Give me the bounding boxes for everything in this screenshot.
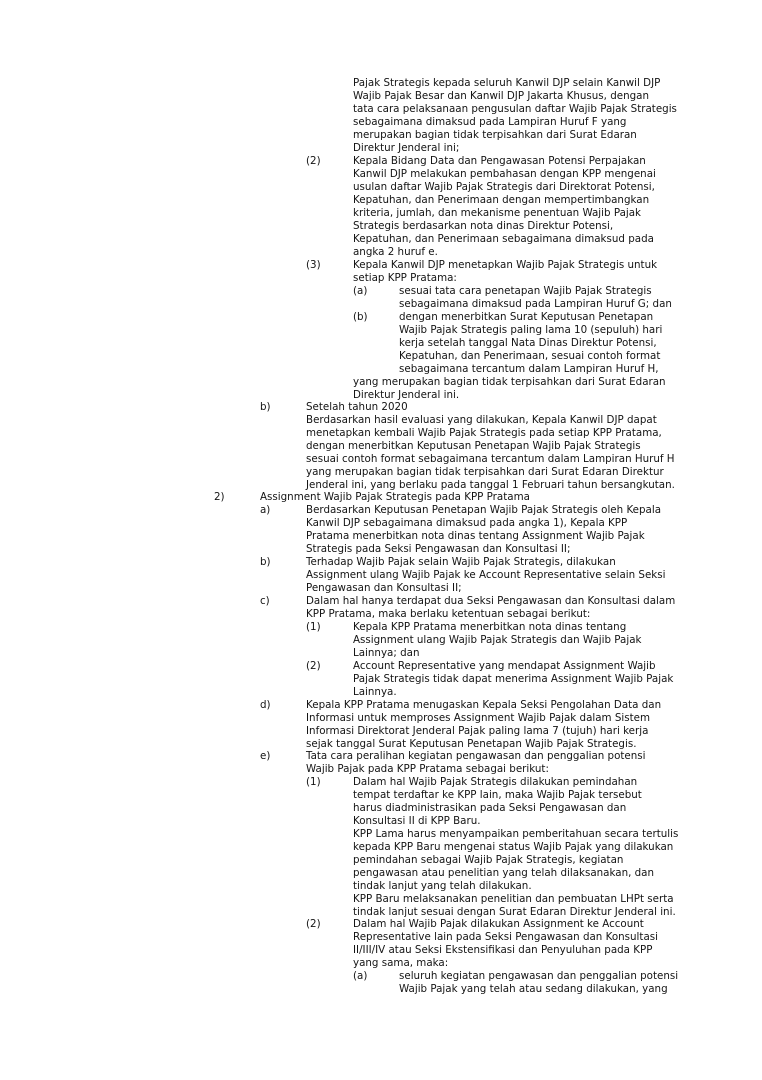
text-line: Wajib Pajak Besar dan Kanwil DJP Jakarta Khusus, dengan bbox=[353, 90, 649, 102]
text-line: Konsultasi II di KPP Baru. bbox=[353, 815, 481, 827]
text-line: Assignment ulang Wajib Pajak Strategis dan Wajib Pajak bbox=[353, 634, 642, 646]
text-line: Berdasarkan Keputusan Penetapan Wajib Pajak Strategis oleh Kepala bbox=[306, 504, 662, 516]
item-number: (a) bbox=[353, 285, 368, 297]
text-line: Assignment ulang Wajib Pajak ke Account Representative selain Seksi bbox=[306, 569, 666, 581]
text-line: sejak tanggal Surat Keputusan Penetapan Wajib Pajak Strategis. bbox=[306, 738, 637, 750]
text-line: kriteria, jumlah, dan mekanisme penentuan Wajib Pajak bbox=[353, 207, 642, 219]
text-line: Direktur Jenderal ini. bbox=[353, 389, 460, 401]
text-line: Kepala KPP Pratama menerbitkan nota dinas tentang bbox=[353, 621, 627, 633]
text-line: Account Representative yang mendapat Assignment Wajib bbox=[353, 660, 656, 672]
item-number: (b) bbox=[353, 311, 368, 323]
item-letter: a) bbox=[260, 504, 271, 516]
text-line: KPP Lama harus menyampaikan pemberitahuan secara tertulis bbox=[353, 828, 679, 840]
text-line: Lainnya. bbox=[353, 686, 397, 698]
text-line: yang sama, maka: bbox=[353, 957, 449, 969]
text-line: Kanwil DJP sebagaimana dimaksud pada angka 1), Kepala KPP bbox=[306, 517, 628, 529]
text-line: Pajak Strategis tidak dapat menerima Assignment Wajib Pajak bbox=[353, 673, 674, 685]
text-line: Kepatuhan, dan Penerimaan dengan mempertimbangkan bbox=[353, 194, 650, 206]
text-line: Kepatuhan, dan Penerimaan, sesuai contoh format bbox=[399, 350, 661, 362]
text-line: tata cara pelaksanaan pengusulan daftar Wajib Pajak Strategis bbox=[353, 103, 677, 115]
item-number: (2) bbox=[306, 660, 321, 672]
text-line: Informasi untuk memproses Assignment Wajib Pajak dalam Sistem bbox=[306, 712, 651, 724]
text-line: tempat terdaftar ke KPP lain, maka Wajib Pajak tersebut bbox=[353, 789, 642, 801]
text-line: tindak lanjut sesuai dengan Surat Edaran Direktur Jenderal ini. bbox=[353, 906, 676, 918]
item-number: (2) bbox=[306, 918, 321, 930]
text-line: kerja setelah tanggal Nata Dinas Direktur Potensi, bbox=[399, 337, 657, 349]
text-line: Kepala Bidang Data dan Pengawasan Potensi Perpajakan bbox=[353, 155, 646, 167]
text-line: dengan menerbitkan Keputusan Penetapan Wajib Pajak Strategis bbox=[306, 440, 641, 452]
text-line: Direktur Jenderal ini; bbox=[353, 142, 460, 154]
text-line: Tata cara peralihan kegiatan pengawasan dan penggalian potensi bbox=[306, 750, 646, 762]
text-line: Lainnya; dan bbox=[353, 647, 420, 659]
item-number: (2) bbox=[306, 155, 321, 167]
text-line: merupakan bagian tidak terpisahkan dari Surat Edaran bbox=[353, 129, 637, 141]
text-line: sesuai tata cara penetapan Wajib Pajak Strategis bbox=[399, 285, 652, 297]
text-line: sebagaimana dimaksud pada Lampiran Huruf F yang bbox=[353, 116, 627, 128]
item-number: (1) bbox=[306, 776, 321, 788]
text-line: sebagaimana tercantum dalam Lampiran Huruf H, bbox=[399, 363, 659, 375]
text-line: Berdasarkan hasil evaluasi yang dilakukan, Kepala Kanwil DJP dapat bbox=[306, 414, 657, 426]
text-line: KPP Pratama, maka berlaku ketentuan sebagai berikut: bbox=[306, 608, 591, 620]
text-line: Dalam hal hanya terdapat dua Seksi Pengawasan dan Konsultasi dalam bbox=[306, 595, 676, 607]
text-line: KPP Baru melaksanakan penelitian dan pembuatan LHPt serta bbox=[353, 893, 674, 905]
text-line: Kepala Kanwil DJP menetapkan Wajib Pajak Strategis untuk bbox=[353, 259, 658, 271]
text-line: Wajib Pajak Strategis paling lama 10 (sepuluh) hari bbox=[399, 324, 663, 336]
text-line: Wajib Pajak pada KPP Pratama sebagai berikut: bbox=[306, 763, 549, 775]
text-line: Representative lain pada Seksi Pengawasan dan Konsultasi bbox=[353, 931, 658, 943]
text-line: tindak lanjut yang telah dilakukan. bbox=[353, 880, 532, 892]
text-line: Informasi Direktorat Jenderal Pajak paling lama 7 (tujuh) hari kerja bbox=[306, 725, 649, 737]
text-line: sebagaimana dimaksud pada Lampiran Huruf G; dan bbox=[399, 298, 672, 310]
text-line: yang merupakan bagian tidak terpisahkan dari Surat Edaran Direktur bbox=[306, 466, 664, 478]
text-line: Strategis pada Seksi Pengawasan dan Konsultasi II; bbox=[306, 543, 571, 555]
item-letter: b) bbox=[260, 556, 271, 568]
item-letter: c) bbox=[260, 595, 270, 607]
text-line: Pajak Strategis kepada seluruh Kanwil DJP selain Kanwil DJP bbox=[353, 77, 661, 89]
text-line: pemindahan sebagai Wajib Pajak Strategis, kegiatan bbox=[353, 854, 624, 866]
text-line: harus diadministrasikan pada Seksi Pengawasan dan bbox=[353, 802, 627, 814]
text-line: Setelah tahun 2020 bbox=[306, 401, 408, 413]
item-letter: d) bbox=[260, 699, 271, 711]
section-title: Assignment Wajib Pajak Strategis pada KPP Pratama bbox=[260, 491, 530, 503]
text-line: Wajib Pajak yang telah atau sedang dilakukan, yang bbox=[399, 983, 668, 995]
text-line: usulan daftar Wajib Pajak Strategis dari Direktorat Potensi, bbox=[353, 181, 655, 193]
text-line: pengawasan atau penelitian yang telah dilaksanakan, dan bbox=[353, 867, 655, 879]
item-number: (1) bbox=[306, 621, 321, 633]
text-line: angka 2 huruf e. bbox=[353, 246, 438, 258]
text-line: yang merupakan bagian tidak terpisahkan dari Surat Edaran bbox=[353, 376, 666, 388]
item-number: (3) bbox=[306, 259, 321, 271]
text-line: setiap KPP Pratama: bbox=[353, 272, 457, 284]
text-line: seluruh kegiatan pengawasan dan penggalian potensi bbox=[399, 970, 679, 982]
section-number: 2) bbox=[214, 491, 225, 503]
item-letter: e) bbox=[260, 750, 271, 762]
text-line: dengan menerbitkan Surat Keputusan Penetapan bbox=[399, 311, 654, 323]
text-line: Pratama menerbitkan nota dinas tentang Assignment Wajib Pajak bbox=[306, 530, 645, 542]
item-letter: b) bbox=[260, 401, 271, 413]
text-line: Kanwil DJP melakukan pembahasan dengan KPP mengenai bbox=[353, 168, 656, 180]
text-line: Kepala KPP Pratama menugaskan Kepala Seksi Pengolahan Data dan bbox=[306, 699, 662, 711]
text-line: Strategis berdasarkan nota dinas Direktur Potensi, bbox=[353, 220, 614, 232]
text-line: Pengawasan dan Konsultasi II; bbox=[306, 582, 462, 594]
text-line: Dalam hal Wajib Pajak Strategis dilakukan pemindahan bbox=[353, 776, 638, 788]
item-number: (a) bbox=[353, 970, 368, 982]
text-line: Kepatuhan, dan Penerimaan sebagaimana dimaksud pada bbox=[353, 233, 654, 245]
text-line: Jenderal ini, yang berlaku pada tanggal 1 Februari tahun bersangkutan. bbox=[306, 479, 675, 491]
text-line: sesuai contoh format sebagaimana tercantum dalam Lampiran Huruf H bbox=[306, 453, 675, 465]
text-line: kepada KPP Baru mengenai status Wajib Pajak yang dilakukan bbox=[353, 841, 674, 853]
text-line: II/III/IV atau Seksi Ekstensifikasi dan Penyuluhan pada KPP bbox=[353, 944, 653, 956]
text-line: Terhadap Wajib Pajak selain Wajib Pajak Strategis, dilakukan bbox=[306, 556, 616, 568]
text-line: Dalam hal Wajib Pajak dilakukan Assignment ke Account bbox=[353, 918, 644, 930]
text-line: menetapkan kembali Wajib Pajak Strategis pada setiap KPP Pratama, bbox=[306, 427, 662, 439]
